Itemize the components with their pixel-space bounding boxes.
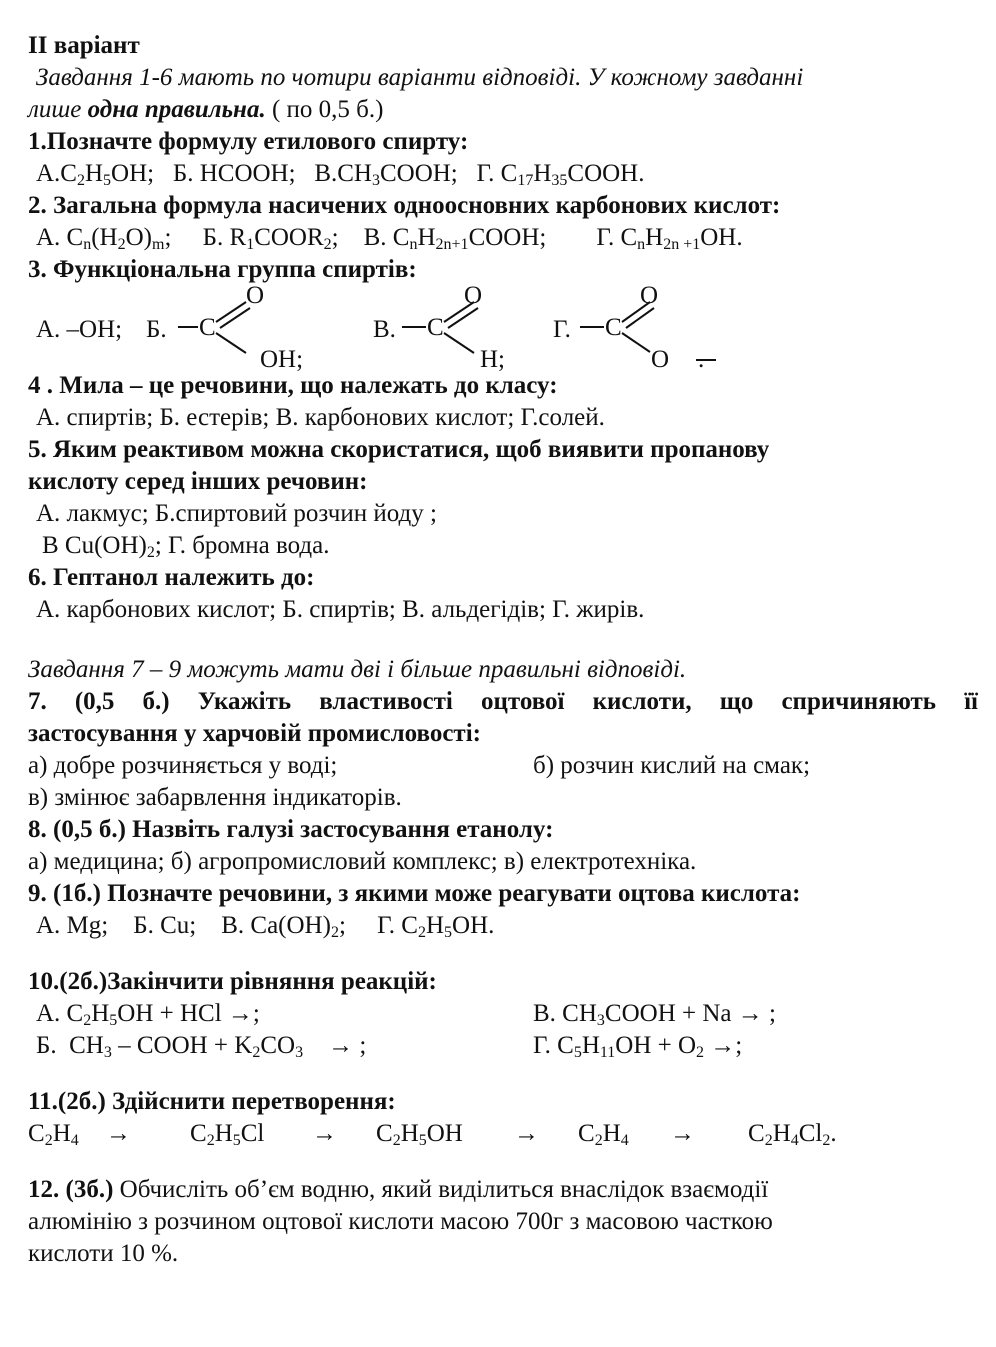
- question-10-row-2: [28, 1030, 978, 1062]
- question-12-line-3: кислоти 10 %.: [28, 1240, 179, 1267]
- reaction-v: В. $CH_3COOH + Na$ → ;: [533, 1000, 776, 1029]
- question-3-structures: [28, 282, 978, 373]
- oxygen-label: O: [464, 282, 483, 309]
- option-b-label: Б.: [146, 316, 167, 343]
- option-a-oh: А. –ОН;: [36, 316, 123, 343]
- question-10-row-1: [28, 998, 978, 1030]
- question-5-title-1: 5. Яким реактивом можна скористатися, щоб виявити пропанову: [28, 436, 770, 463]
- svg-text:C: C: [199, 314, 216, 341]
- hydrogen-label: H;: [480, 346, 505, 373]
- section-2-instruction: Завдання 7 – 9 можуть мати дві і більше правильні відповіді.: [28, 656, 687, 683]
- question-9-title: 9. (1б.) Позначте речовини, з якими може реагувати оцтова кислота:: [28, 880, 801, 907]
- question-6-options: А. карбонових кислот; Б. спиртів; В. альдегідів; Г. жирів.: [36, 596, 645, 623]
- question-12-line-2: алюмінію з розчином оцтової кислоти масою 700г з масовою часткою: [28, 1208, 773, 1235]
- question-4-options: А. спиртів; Б. естерів; В. карбонових кислот; Г.солей.: [36, 404, 605, 431]
- question-11-title: 11.(2б.) Здійснити перетворення:: [28, 1088, 396, 1115]
- option-a: а) добре розчиняється у воді;: [28, 752, 338, 779]
- svg-text:C: C: [427, 314, 444, 341]
- instruction-line-1: Завдання 1-6 мають по чотири варіанти відповіді. У кожному завданні: [36, 64, 804, 91]
- question-2-title: 2. Загальна формула насичених одноосновних карбонових кислот:: [28, 192, 781, 219]
- oxygen-label: O: [640, 282, 659, 309]
- reaction-b: Б. $CH_3$ – COOH + $K_2CO_3$ → ;: [36, 1032, 367, 1061]
- question-3-title: 3. Функціональна группа спиртів:: [28, 256, 417, 283]
- oxygen-label: O: [246, 282, 265, 309]
- hydroxyl-label: OH;: [260, 346, 304, 373]
- question-5-title-2: кислоту серед інших речовин:: [28, 468, 368, 495]
- question-7-options-row: [28, 750, 978, 782]
- question-8-title: 8. (0,5 б.) Назвіть галузі застосування етанолу:: [28, 816, 554, 843]
- option-g-label: Г.: [553, 316, 571, 343]
- question-2-options: А. $C_n(H_2O)_m$; Б. $R_1COOR_2$; В. $C_nH_{2n+1}COOH$; Г. $C_nH_{2n +1}OH$.: [36, 224, 743, 253]
- question-7-title-2: застосування у харчовій промисловості:: [28, 720, 481, 747]
- question-10-title: 10.(2б.)Закінчити рівняння реакцій:: [28, 968, 437, 995]
- variant-heading: II варіант: [28, 32, 140, 59]
- instruction-line-2: лише одна правильна. ( по 0,5 б.): [28, 96, 384, 123]
- reaction-g: Г. $C_5H_{11}OH + O_2$ →;: [533, 1032, 743, 1061]
- question-5-options-2: В $Cu(OH)_2$; Г. бромна вода.: [42, 532, 330, 561]
- question-4-title: 4 . Мила – це речовини, що належать до класу:: [28, 372, 558, 399]
- option-v: в) змінює забарвлення індикаторів.: [28, 784, 402, 811]
- question-5-options-1: А. лакмус; Б.спиртовий розчин йоду ;: [36, 500, 437, 527]
- question-9-options: А. Mg; Б. Cu; В. $Ca(OH)_2$; Г. $C_2H_5OH$.: [36, 912, 495, 941]
- question-8-options: а) медицина; б) агропромисловий комплекс; в) електротехніка.: [28, 848, 697, 875]
- worksheet-page: [28, 30, 978, 1270]
- reaction-a: А. $C_2H_5OH$ + HCl →;: [36, 1000, 260, 1029]
- question-7-title-1: 7. (0,5 б.) Укажіть властивості оцтової кислоти, що спричиняють її: [28, 688, 978, 715]
- question-1-options: $А.C_2H_5OH$; Б. HCOOH; $В.CH_3COOH$; Г. $C_{17}H_{35}COOH$.: [36, 160, 645, 189]
- question-1-title: 1.Позначте формулу етилового спирту:: [28, 128, 469, 155]
- option-v-label: В.: [373, 316, 396, 343]
- option-b: б) розчин кислий на смак;: [533, 752, 811, 779]
- question-12-line-1: 12. (3б.) Обчисліть об’єм водню, який виділиться внаслідок взаємодії: [28, 1176, 769, 1203]
- period: .: [698, 346, 705, 373]
- svg-text:C: C: [605, 314, 622, 341]
- ester-oxygen-label: O: [651, 346, 670, 373]
- question-6-title: 6. Гептанол належить до:: [28, 564, 315, 591]
- transformation-chain: $C_2H_4 \to C_2H_5Cl \to C_2H_5OH \to C_2H_4 \to C_2H_4Cl_2$.: [28, 1120, 837, 1149]
